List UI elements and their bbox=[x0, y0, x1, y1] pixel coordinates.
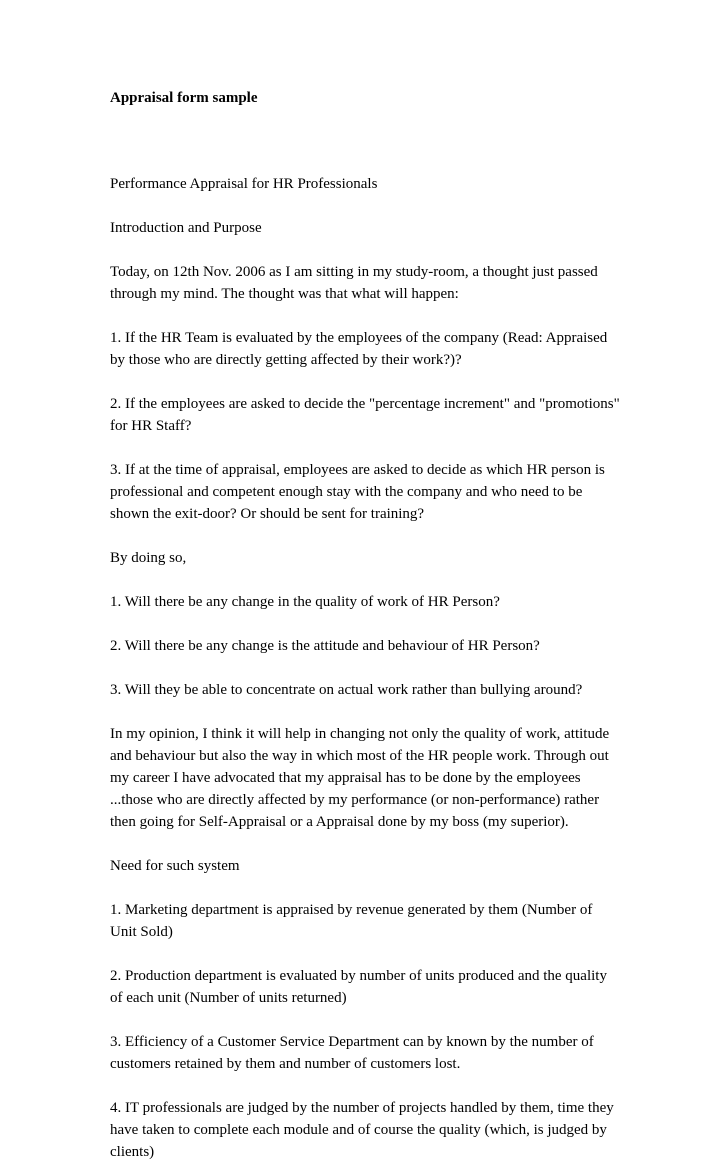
need-item-3: 3. Efficiency of a Customer Service Department can by known by the number of customers retained by them and number of customers lost. bbox=[110, 1034, 594, 1072]
consequence-3: 3. Will they be able to concentrate on actual work rather than bullying around? bbox=[110, 682, 583, 698]
paragraph-by-doing-so: By doing so, bbox=[110, 550, 187, 566]
subtitle: Performance Appraisal for HR Professionals bbox=[110, 176, 378, 192]
question-1: 1. If the HR Team is evaluated by the employees of the company (Read: Appraised by those who are directly getting affected by their work?)? bbox=[110, 330, 608, 368]
document-page bbox=[110, 87, 622, 1163]
question-2: 2. If the employees are asked to decide the "percentage increment" and "promotions" for HR Staff? bbox=[110, 396, 620, 434]
question-3: 3. If at the time of appraisal, employees are asked to decide as which HR person is professional and competent enough stay with the company and who need to be shown the exit-door? Or should be sent for training? bbox=[110, 462, 605, 522]
section-heading-need: Need for such system bbox=[110, 858, 240, 874]
consequence-2: 2. Will there be any change is the attitude and behaviour of HR Person? bbox=[110, 638, 540, 654]
section-heading-introduction: Introduction and Purpose bbox=[110, 220, 262, 236]
consequence-1: 1. Will there be any change in the quality of work of HR Person? bbox=[110, 594, 500, 610]
need-item-1: 1. Marketing department is appraised by revenue generated by them (Number of Unit Sold) bbox=[110, 902, 593, 940]
paragraph-intro: Today, on 12th Nov. 2006 as I am sitting in my study-room, a thought just passed through my mind. The thought was that what will happen: bbox=[110, 264, 598, 302]
need-item-2: 2. Production department is evaluated by number of units produced and the quality of each unit (Number of units returned) bbox=[110, 968, 607, 1006]
document-title: Appraisal form sample bbox=[110, 90, 258, 106]
spacer bbox=[110, 109, 622, 173]
need-item-4: 4. IT professionals are judged by the number of projects handled by them, time they have taken to complete each module and of course the quality (which, is judged by clients) bbox=[110, 1100, 614, 1160]
paragraph-opinion: In my opinion, I think it will help in changing not only the quality of work, attitude and behaviour but also the way in which most of the HR people work. Through out my career I have advocated that my appraisal has to be done by the employees ...those who are directly affected by my performance (or non-performance) rather then going for Self-Appraisal or a Appraisal done by my boss (my superior). bbox=[110, 726, 610, 830]
